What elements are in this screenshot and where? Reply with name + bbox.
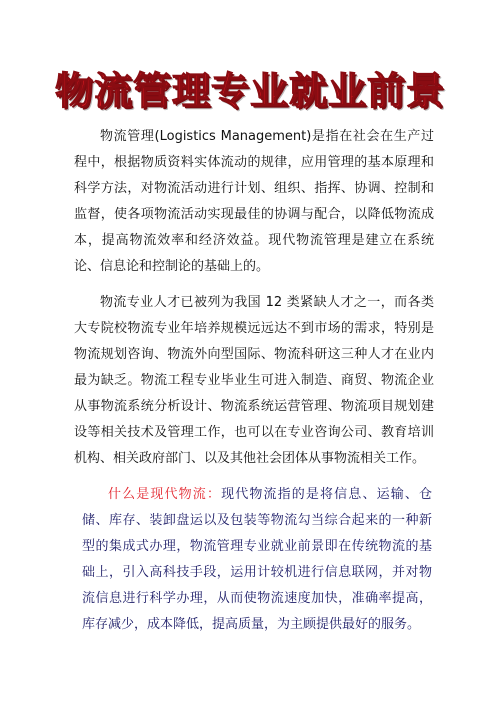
paragraph-definition xyxy=(74,124,434,280)
paragraph-talent-demand-text: 物流专业人才已被列为我国 12 类紧缺人才之一，而各类大专院校物流专业年培养规模远远达不到市场的需求，特别是物流规划咨询、物流外向型国际、物流科研这三种人才在业内最为缺乏。物流工程专业毕业生可进入制造、商贸、物流企业从事物流系统分析设计、物流系统运营管理、物流项目规划建设等相关技术及管理工作，也可以在专业咨询公司、教育培训机构、相关政府部门、以及其他社会团体从事物流相关工作。 xyxy=(74,295,434,466)
page-title: 物流管理专业就业前景 xyxy=(54,69,445,113)
paragraph-modern-logistics-lead: 什么是现代物流： xyxy=(108,487,222,502)
paragraph-modern-logistics xyxy=(82,482,432,638)
paragraph-talent-demand xyxy=(74,290,434,472)
paragraph-definition-text: 物流管理(Logistics Management)是指在社会在生产过程中，根据物质资料实体流动的规律，应用管理的基本原理和科学方法，对物流活动进行计划、组织、指挥、协调、控制和监督，使各项物流活动实现最佳的协调与配合，以降低物流成本，提高物流效率和经济效益。现代物流管理是建立在系统论、信息论和控制论的基础上的。 xyxy=(74,129,434,274)
paragraph-modern-logistics-text: 现代物流指的是将信息、运输、仓储、库存、装卸盘运以及包装等物流勾当综合起来的一种新型的集成式办理，物流管理专业就业前景即在传统物流的基础上，引入高科技手段，运用计较机进行信息联网，并对物流信息进行科学办理，从而使物流速度加快，准确率提高，库存减少，成本降低，提高质量，为主顾提供最好的服务。 xyxy=(82,487,432,632)
